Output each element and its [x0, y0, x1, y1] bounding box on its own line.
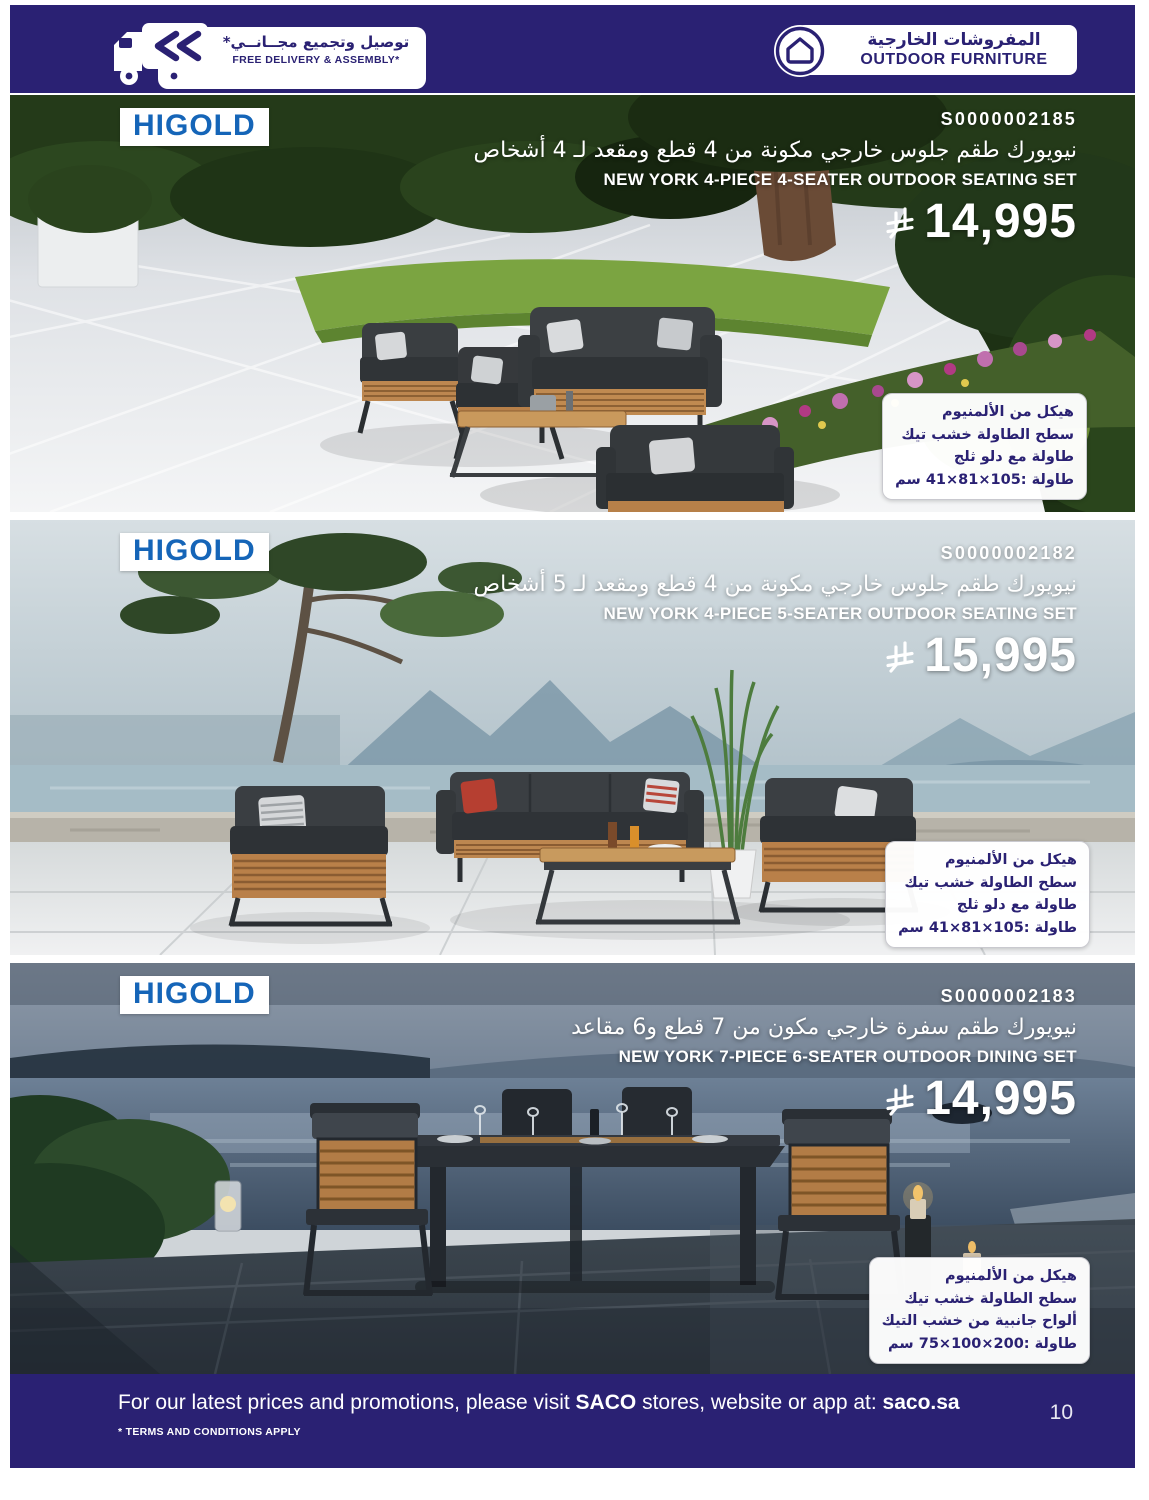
spec-line: طاولة :200×100×75 سم	[888, 1335, 1077, 1352]
product-name-english: NEW YORK 4-PIECE 4-SEATER OUTDOOR SEATING SET	[603, 169, 1077, 189]
product-name-english: NEW YORK 4-PIECE 5-SEATER OUTDOOR SEATING SET	[603, 603, 1077, 623]
footer-text-prefix: For our latest prices and promotions, please visit	[118, 1391, 576, 1414]
product-card-2	[10, 520, 1135, 955]
category-label-ar: المفروشات الخارجية	[867, 30, 1041, 50]
price-row	[474, 628, 1077, 682]
spec-line: طاولة مع دلو ثلج	[953, 449, 1074, 466]
footer-text-mid: stores, website or app at:	[636, 1391, 883, 1414]
free-delivery-label-ar: توصيل وتجميع مجــانــي*	[222, 33, 410, 51]
product-info-1	[473, 109, 1077, 248]
higold-logo: HIGOLD	[120, 976, 269, 1014]
spec-line: طاولة :105×81×41 سم	[895, 471, 1074, 488]
footer-site[interactable]: saco.sa	[882, 1391, 960, 1414]
product-card-3	[10, 963, 1135, 1374]
product-specs-box	[885, 841, 1090, 948]
product-info-3	[571, 986, 1077, 1125]
free-delivery-badge	[110, 19, 410, 89]
spec-line: هيكل من الألمنيوم	[945, 852, 1077, 869]
spec-line: هيكل من الألمنيوم	[942, 404, 1074, 421]
product-sku: S0000002183	[940, 986, 1077, 1006]
page-number: 10	[1049, 1401, 1073, 1424]
category-label-en: OUTDOOR FURNITURE	[860, 51, 1048, 69]
product-specs-box	[869, 1257, 1090, 1364]
product-specs-box	[882, 393, 1087, 500]
product-name-english: NEW YORK 7-PIECE 6-SEATER OUTDOOR DINING SET	[618, 1046, 1077, 1066]
product-info-2	[473, 543, 1077, 682]
spec-line: سطح الطاولة خشب تيك	[901, 426, 1074, 443]
category-badge	[797, 25, 1077, 77]
product-price: 15,995	[924, 628, 1077, 682]
category-pill	[797, 25, 1077, 75]
spec-line: طاولة :105×81×41 سم	[898, 919, 1077, 936]
product-price: 14,995	[924, 1071, 1077, 1125]
product-name-arabic: نيويورك طقم جلوس خارجي مكونة من 4 قطع ومقعد لـ 5 أشخاص	[473, 572, 1077, 597]
spec-line: طاولة مع دلو ثلج	[956, 897, 1077, 914]
product-card-1	[10, 95, 1135, 512]
higold-logo: HIGOLD	[120, 108, 269, 146]
spec-line: سطح الطاولة خشب تيك	[904, 1290, 1077, 1307]
saudi-riyal-icon	[886, 207, 914, 239]
footer-bar	[10, 1374, 1135, 1468]
product-name-arabic: نيويورك طقم سفرة خارجي مكون من 7 قطع و6 مقاعد	[571, 1015, 1077, 1040]
top-banner	[10, 5, 1135, 93]
price-row	[474, 194, 1077, 248]
spec-line: ألواح جانبية من خشب التيك	[881, 1313, 1077, 1330]
footer-terms: * TERMS AND CONDITIONS APPLY	[118, 1426, 301, 1438]
saudi-riyal-icon	[886, 641, 914, 673]
product-name-arabic: نيويورك طقم جلوس خارجي مكونة من 4 قطع ومقعد لـ 4 أشخاص	[473, 138, 1077, 163]
spec-line: هيكل من الألمنيوم	[945, 1268, 1077, 1285]
delivery-truck-icon	[110, 21, 214, 87]
higold-logo: HIGOLD	[120, 533, 269, 571]
saudi-riyal-icon	[886, 1084, 914, 1116]
spec-line: سطح الطاولة خشب تيك	[904, 874, 1077, 891]
price-row	[571, 1071, 1077, 1125]
footer-brand: SACO	[575, 1391, 637, 1414]
free-delivery-label-en: FREE DELIVERY & ASSEMBLY*	[232, 53, 400, 66]
product-sku: S0000002185	[940, 109, 1077, 129]
footer-text	[118, 1391, 960, 1415]
product-sku: S0000002182	[940, 543, 1077, 563]
home-icon	[771, 22, 829, 80]
product-price: 14,995	[924, 194, 1077, 248]
